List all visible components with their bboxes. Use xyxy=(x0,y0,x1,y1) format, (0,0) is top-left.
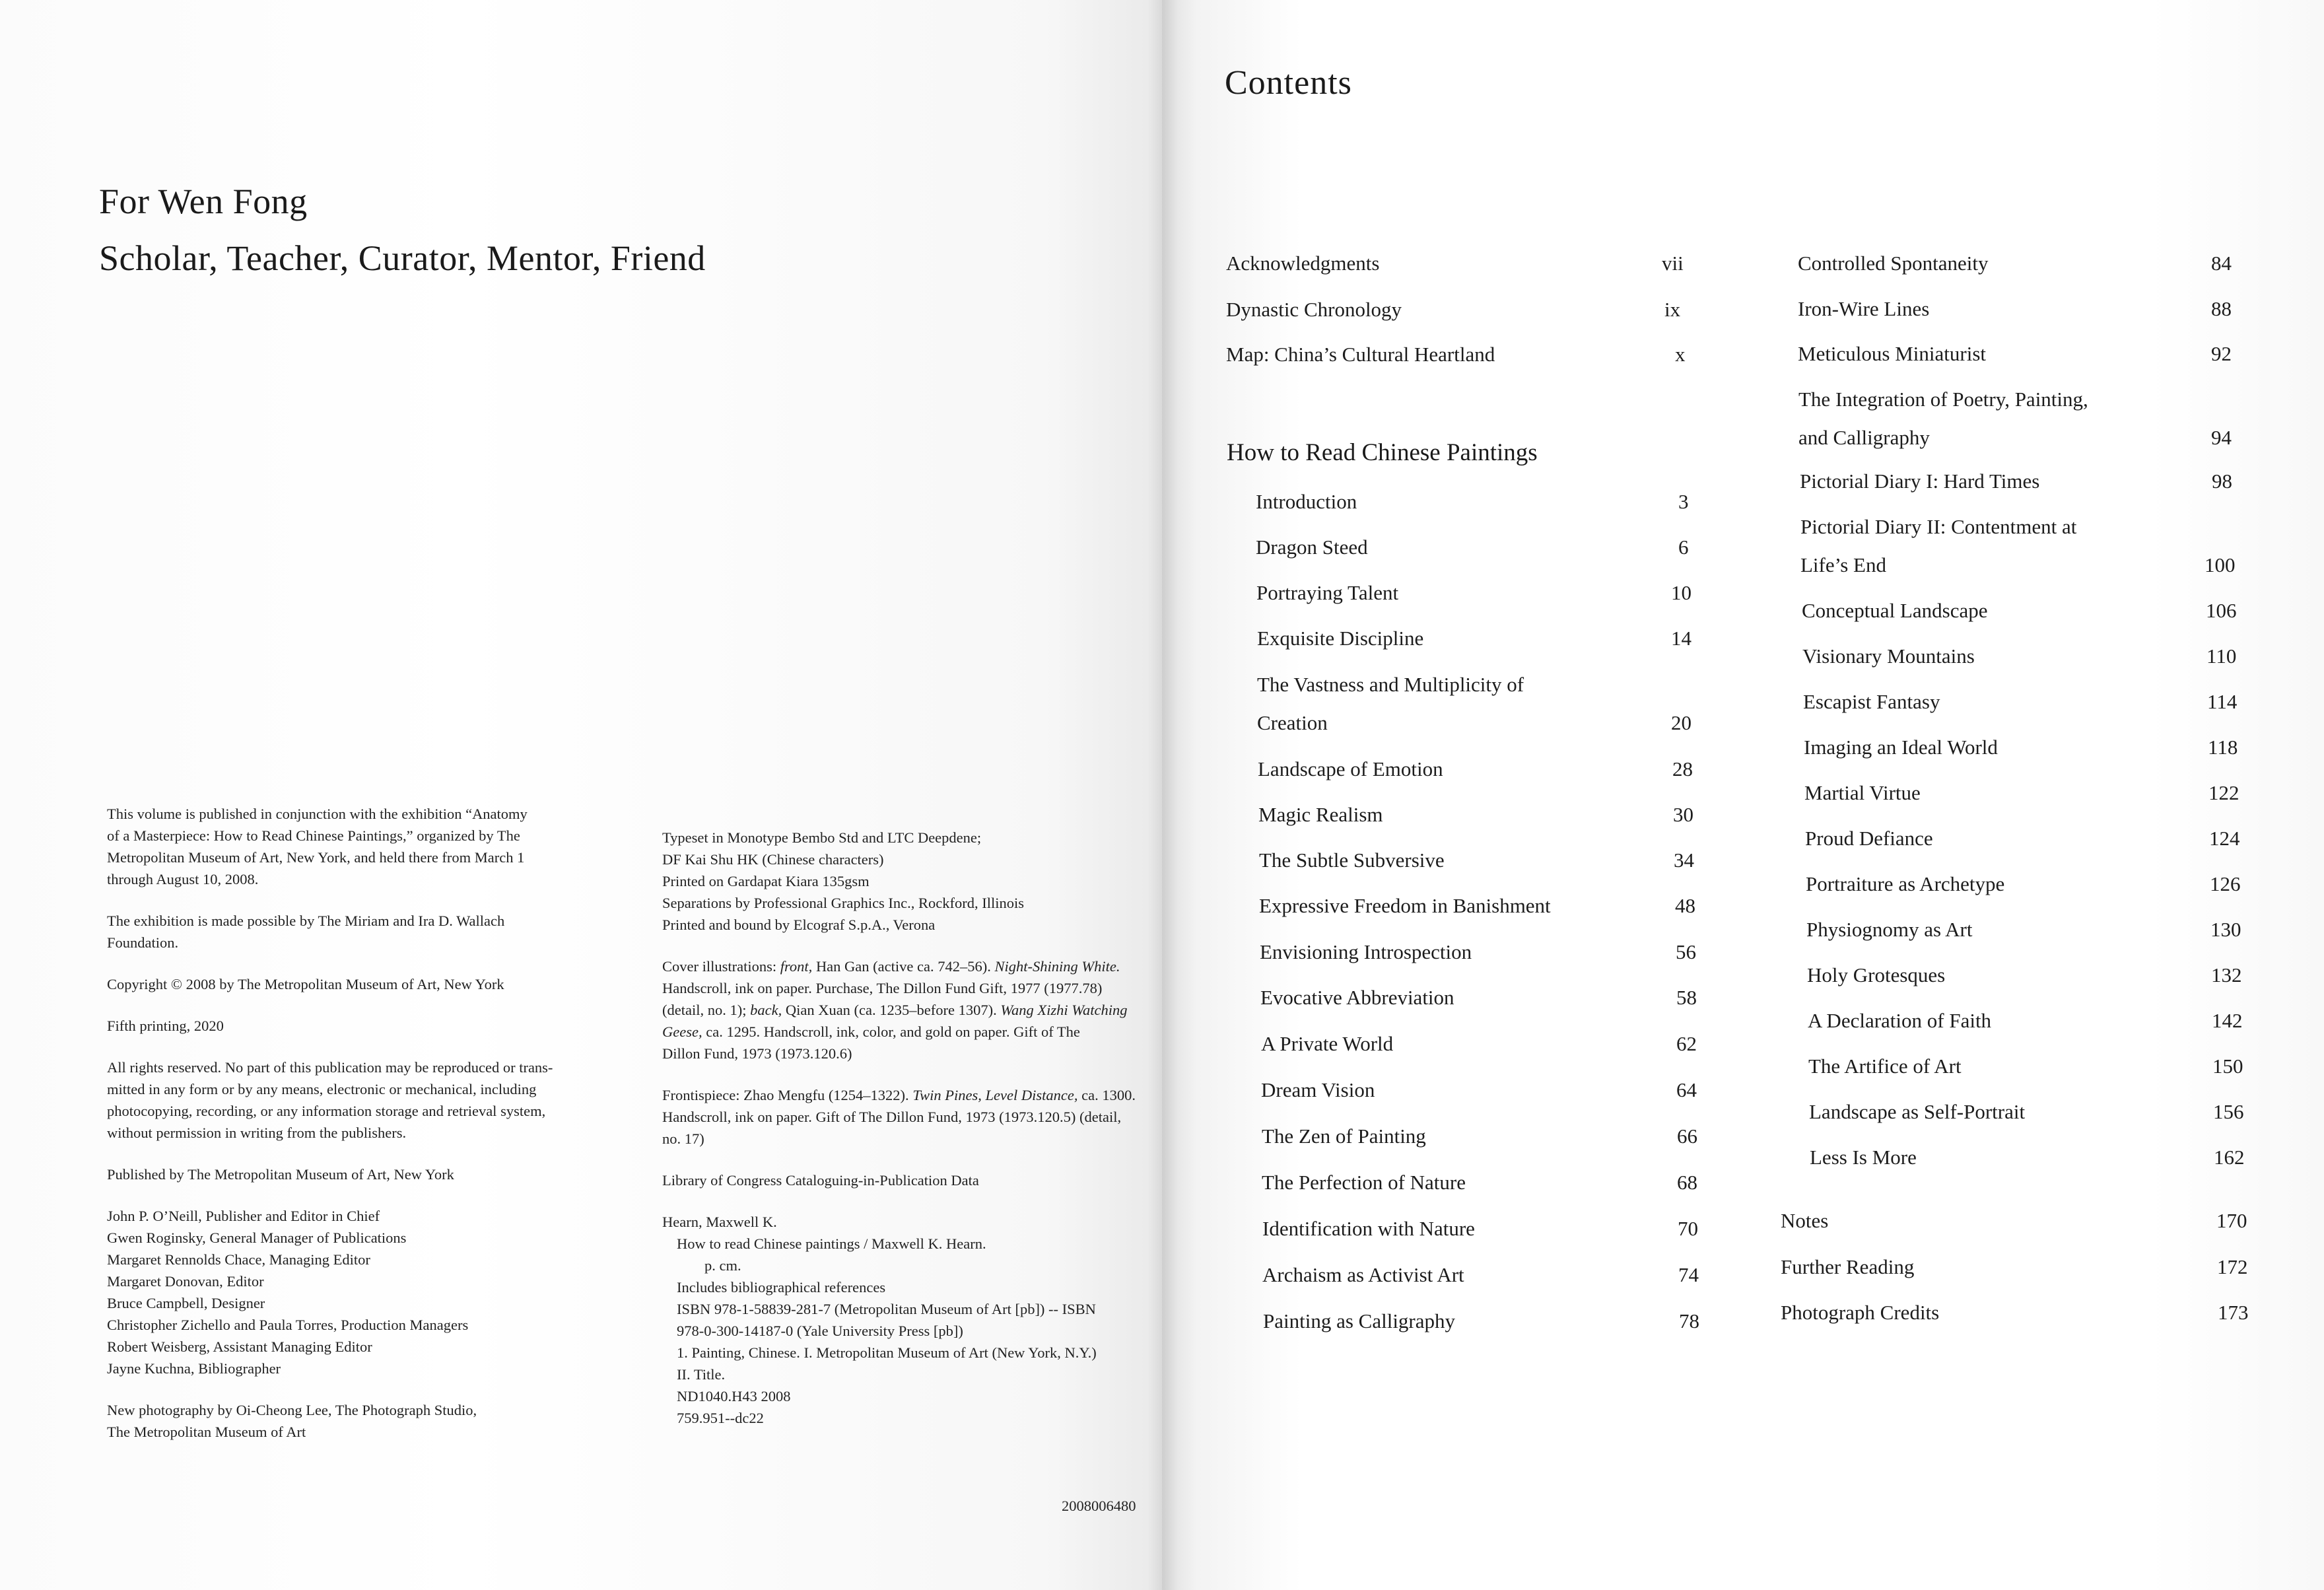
text-line: II. Title. xyxy=(677,1366,726,1383)
toc-entry-title: Portraying Talent xyxy=(1256,581,1399,604)
toc-entry-title: Visionary Mountains xyxy=(1802,644,1975,668)
text-line: Jayne Kuchna, Bibliographer xyxy=(107,1360,281,1377)
photography-credit xyxy=(107,1399,609,1443)
colophon-right-column xyxy=(662,827,1164,1449)
toc-entry-title: Envisioning Introspection xyxy=(1260,940,1472,963)
text-line: Hearn, Maxwell K. xyxy=(662,1214,777,1230)
cip-data xyxy=(662,1211,1164,1429)
text-line: Metropolitan Museum of Art, New York, and held there from March 1 xyxy=(107,849,525,866)
toc-entry-title: Exquisite Discipline xyxy=(1257,627,1424,650)
toc-entry-page: 100 xyxy=(2204,553,2236,576)
toc-entry-title-line: and Calligraphy xyxy=(1798,426,1930,449)
toc-entry-title: Pictorial Diary I: Hard Times xyxy=(1800,469,2040,493)
toc-entry-page: 172 xyxy=(2217,1255,2248,1278)
toc-entry-title: Landscape as Self-Portrait xyxy=(1809,1100,2026,1123)
toc-entry-page: 110 xyxy=(2206,644,2237,668)
text-line: Bruce Campbell, Designer xyxy=(107,1295,265,1311)
text-line: Printed and bound by Elcograf S.p.A., Verona xyxy=(662,916,936,933)
dedication xyxy=(99,173,957,287)
text-line: ND1040.H43 2008 xyxy=(677,1388,791,1404)
cover-illustrations-note xyxy=(662,955,1164,1064)
text-run: Qian Xuan (ca. 1235–before 1307). xyxy=(782,1002,1001,1018)
toc-entry-page: 58 xyxy=(1676,986,1697,1009)
toc-entry-title: Escapist Fantasy xyxy=(1803,690,1940,713)
text-run: front, xyxy=(780,958,813,975)
toc-entry-page: 66 xyxy=(1677,1124,1697,1148)
text-line: The exhibition is made possible by The Miriam and Ira D. Wallach xyxy=(107,913,505,929)
text-line: photocopying, recording, or any information storage and retrieval system, xyxy=(107,1103,546,1119)
toc-entry-title: Martial Virtue xyxy=(1804,781,1921,804)
text-line: Foundation. xyxy=(107,934,179,951)
toc-entry-title: Identification with Nature xyxy=(1262,1217,1475,1240)
toc-entry-title: Notes xyxy=(1781,1209,1829,1232)
toc-entry-title xyxy=(1800,508,2076,584)
production-note xyxy=(662,827,1164,936)
toc-entry-title: Dream Vision xyxy=(1261,1078,1375,1101)
toc-entry-page: x xyxy=(1675,343,1686,366)
toc-entry-title-line: The Vastness and Multiplicity of xyxy=(1257,673,1524,696)
toc-entry-page: 130 xyxy=(2210,918,2241,941)
book-spine-shadow xyxy=(1147,0,1178,1590)
toc-entry-page: 20 xyxy=(1671,711,1692,734)
toc-entry-title-line: Creation xyxy=(1257,711,1328,734)
cip-heading xyxy=(662,1169,1164,1191)
text-line: New photography by Oi-Cheong Lee, The Photograph Studio, xyxy=(107,1402,477,1418)
toc-entry xyxy=(1226,291,1688,329)
text-run: back, xyxy=(750,1002,782,1018)
toc-entry-page: 126 xyxy=(2210,872,2241,895)
toc-entry-page: 56 xyxy=(1676,940,1696,963)
text-run: ca. 1300. xyxy=(1077,1087,1136,1103)
dedication-line-1: For Wen Fong xyxy=(99,182,308,221)
toc-entry-title: Portraiture as Archetype xyxy=(1806,872,2005,895)
toc-entry-page: 98 xyxy=(2212,469,2232,493)
sponsor-note xyxy=(107,910,609,953)
staff-credits xyxy=(107,1205,609,1379)
lccn-number: 2008006480 xyxy=(1062,1498,1136,1514)
text-line: How to read Chinese paintings / Maxwell K. Hearn. xyxy=(677,1235,986,1252)
toc-entry-title xyxy=(1798,380,2088,457)
text-line: p. cm. xyxy=(704,1257,741,1274)
colophon-left-column xyxy=(107,803,609,1463)
toc-entry-page: ix xyxy=(1664,298,1681,321)
toc-entry-page: 88 xyxy=(2211,297,2232,320)
section-heading: How to Read Chinese Paintings xyxy=(1227,439,1538,466)
toc-entry-title: The Perfection of Nature xyxy=(1262,1171,1466,1194)
text-line: Printed on Gardapat Kiara 135gsm xyxy=(662,873,870,889)
toc-entry-page: 122 xyxy=(2208,781,2239,804)
toc-entry-page: 62 xyxy=(1676,1032,1697,1055)
text-line: Dillon Fund, 1973 (1973.120.6) xyxy=(662,1045,852,1062)
toc-entry-page: 142 xyxy=(2212,1009,2243,1032)
text-run: Cover illustrations: xyxy=(662,958,780,975)
toc-entry-page: 114 xyxy=(2207,690,2238,713)
text-line: Handscroll, ink on paper. Purchase, The Dillon Fund Gift, 1977 (1977.78) xyxy=(662,980,1103,996)
text-line: The Metropolitan Museum of Art xyxy=(107,1424,306,1440)
toc-entry-page: 118 xyxy=(2208,736,2238,759)
toc-entry-title: Acknowledgments xyxy=(1226,252,1380,275)
text-line: Fifth printing, 2020 xyxy=(107,1018,224,1034)
text-line: mitted in any form or by any means, electronic or mechanical, including xyxy=(107,1081,537,1097)
text-line: Gwen Roginsky, General Manager of Publications xyxy=(107,1229,407,1246)
toc-entry-page: 34 xyxy=(1674,848,1694,872)
toc-entry-title: Imaging an Ideal World xyxy=(1804,736,1998,759)
text-line: Library of Congress Cataloguing-in-Publication Data xyxy=(662,1172,979,1189)
toc-entry-title-line: The Integration of Poetry, Painting, xyxy=(1798,388,2088,411)
toc-entry-page: 70 xyxy=(1678,1217,1698,1240)
text-line: of a Masterpiece: How to Read Chinese Paintings,” organized by The xyxy=(107,827,520,844)
text-line: Typeset in Monotype Bembo Std and LTC Deepdene; xyxy=(662,829,982,846)
text-line: Handscroll, ink on paper. Gift of The Dillon Fund, 1973 (1973.120.5) (detail, xyxy=(662,1109,1122,1125)
toc-entry-page: 156 xyxy=(2213,1100,2244,1123)
toc-entry-page: 30 xyxy=(1673,803,1693,826)
toc-entry-title: Holy Grotesques xyxy=(1807,963,1946,986)
toc-entry-page: 64 xyxy=(1676,1078,1697,1101)
toc-entry-page: 68 xyxy=(1677,1171,1697,1194)
toc-entry-page: 150 xyxy=(2212,1054,2243,1078)
exhibition-note xyxy=(107,803,609,890)
text-line: 759.951--dc22 xyxy=(677,1410,764,1426)
toc-entry-page: vii xyxy=(1662,252,1684,275)
toc-entry-title: Painting as Calligraphy xyxy=(1263,1309,1456,1332)
toc-entry-page: 84 xyxy=(2211,252,2232,275)
toc-entry xyxy=(1257,666,1706,742)
text-line: Robert Weisberg, Assistant Managing Editor xyxy=(107,1338,372,1355)
text-line: Includes bibliographical references xyxy=(677,1279,886,1296)
toc-entry-title: Further Reading xyxy=(1781,1255,1915,1278)
contents-title: Contents xyxy=(1225,64,1352,102)
toc-entry-page: 78 xyxy=(1679,1309,1699,1332)
toc-entry-title: Conceptual Landscape xyxy=(1802,599,1988,622)
text-line: Published by The Metropolitan Museum of Art, New York xyxy=(107,1166,454,1183)
toc-entry-title: Less Is More xyxy=(1810,1146,1917,1169)
text-line: no. 17) xyxy=(662,1130,704,1147)
toc-entry-title: Landscape of Emotion xyxy=(1258,757,1443,780)
toc-entry-title: The Zen of Painting xyxy=(1262,1124,1426,1148)
text-line: through August 10, 2008. xyxy=(107,871,259,887)
toc-entry-page: 6 xyxy=(1678,536,1689,559)
toc-entry-page: 74 xyxy=(1678,1263,1699,1286)
text-run: Wang Xizhi Watching xyxy=(1000,1002,1128,1018)
toc-entry xyxy=(1226,335,1688,374)
toc-entry-page: 3 xyxy=(1678,490,1689,513)
toc-entry-page: 170 xyxy=(2216,1209,2247,1232)
text-run: ca. 1295. Handscroll, ink, color, and gold on paper. Gift of The xyxy=(702,1023,1080,1040)
text-run: Geese, xyxy=(662,1023,702,1040)
toc-entry-title: Map: China’s Cultural Heartland xyxy=(1226,343,1495,366)
text-run: (detail, no. 1); xyxy=(662,1002,751,1018)
toc-entry-title: Meticulous Miniaturist xyxy=(1798,342,1987,365)
toc-entry-page: 92 xyxy=(2211,342,2232,365)
text-run: Frontispiece: Zhao Mengfu (1254–1322). xyxy=(662,1087,913,1103)
toc-entry-title: A Declaration of Faith xyxy=(1808,1009,1992,1032)
text-line: All rights reserved. No part of this publication may be reproduced or trans- xyxy=(107,1059,553,1076)
toc-entry-page: 124 xyxy=(2209,827,2240,850)
toc-entry-title: Dragon Steed xyxy=(1256,536,1368,559)
toc-entry xyxy=(1798,380,2247,457)
frontispiece-note xyxy=(662,1084,1164,1150)
toc-entry-title: Magic Realism xyxy=(1258,803,1383,826)
text-line: This volume is published in conjunction with the exhibition “Anatomy xyxy=(107,806,528,822)
toc-entry-title: Introduction xyxy=(1256,490,1357,513)
toc-entry-title: The Subtle Subversive xyxy=(1259,848,1445,872)
text-line: Christopher Zichello and Paula Torres, Production Managers xyxy=(107,1317,469,1333)
text-line: Margaret Donovan, Editor xyxy=(107,1273,264,1290)
toc-entry-title: Photograph Credits xyxy=(1781,1301,1940,1324)
toc-entry-page: 10 xyxy=(1671,581,1692,604)
text-line: without permission in writing from the publishers. xyxy=(107,1124,407,1141)
text-line: Margaret Rennolds Chace, Managing Editor xyxy=(107,1251,370,1268)
text-line: 978-0-300-14187-0 (Yale University Press [pb]) xyxy=(677,1323,963,1339)
toc-entry-title: Dynastic Chronology xyxy=(1226,298,1402,321)
toc-entry-title: Archaism as Activist Art xyxy=(1262,1263,1464,1286)
toc-entry-title: A Private World xyxy=(1261,1032,1394,1055)
toc-entry-title: Proud Defiance xyxy=(1805,827,1933,850)
rights-note xyxy=(107,1056,609,1144)
text-line: 1. Painting, Chinese. I. Metropolitan Museum of Art (New York, N.Y.) xyxy=(677,1344,1097,1361)
toc-entry-title xyxy=(1257,666,1524,742)
toc-entry-page: 94 xyxy=(2211,426,2232,449)
toc-entry-title: Controlled Spontaneity xyxy=(1798,252,1989,275)
toc-entry-page: 173 xyxy=(2218,1301,2249,1324)
toc-entry xyxy=(1800,508,2249,584)
right-page xyxy=(1162,0,2324,1590)
text-line: Separations by Professional Graphics Inc., Rockford, Illinois xyxy=(662,895,1025,911)
text-line: John P. O’Neill, Publisher and Editor in Chief xyxy=(107,1208,380,1224)
text-line: ISBN 978-1-58839-281-7 (Metropolitan Museum of Art [pb]) -- ISBN xyxy=(677,1301,1096,1317)
copyright-note xyxy=(107,973,609,995)
printing-note xyxy=(107,1015,609,1037)
toc-entry-title: The Artifice of Art xyxy=(1808,1054,1962,1078)
text-line: Copyright © 2008 by The Metropolitan Museum of Art, New York xyxy=(107,976,504,992)
text-line: DF Kai Shu HK (Chinese characters) xyxy=(662,851,884,868)
dedication-line-2: Scholar, Teacher, Curator, Mentor, Friend xyxy=(99,238,706,278)
text-run: Han Gan (active ca. 742–56). xyxy=(812,958,995,975)
toc-entry-page: 48 xyxy=(1675,894,1695,917)
toc-entry-title: Expressive Freedom in Banishment xyxy=(1259,894,1551,917)
toc-entry xyxy=(1226,244,1688,283)
toc-entry-page: 14 xyxy=(1671,627,1692,650)
toc-entry-title: Physiognomy as Art xyxy=(1806,918,1973,941)
text-run: Twin Pines, Level Distance, xyxy=(912,1087,1078,1103)
toc-entry-title: Evocative Abbreviation xyxy=(1260,986,1454,1009)
text-run: Night-Shining White. xyxy=(994,958,1120,975)
toc-entry-title-line: Pictorial Diary II: Contentment at xyxy=(1800,515,2077,538)
toc-entry-title: Iron-Wire Lines xyxy=(1798,297,1930,320)
toc-entry-page: 106 xyxy=(2206,599,2237,622)
toc-entry-page: 28 xyxy=(1672,757,1693,780)
publisher-note xyxy=(107,1163,609,1185)
toc-entry-page: 162 xyxy=(2214,1146,2245,1169)
toc-entry-title-line: Life’s End xyxy=(1800,553,1886,576)
toc-entry-page: 132 xyxy=(2211,963,2242,986)
